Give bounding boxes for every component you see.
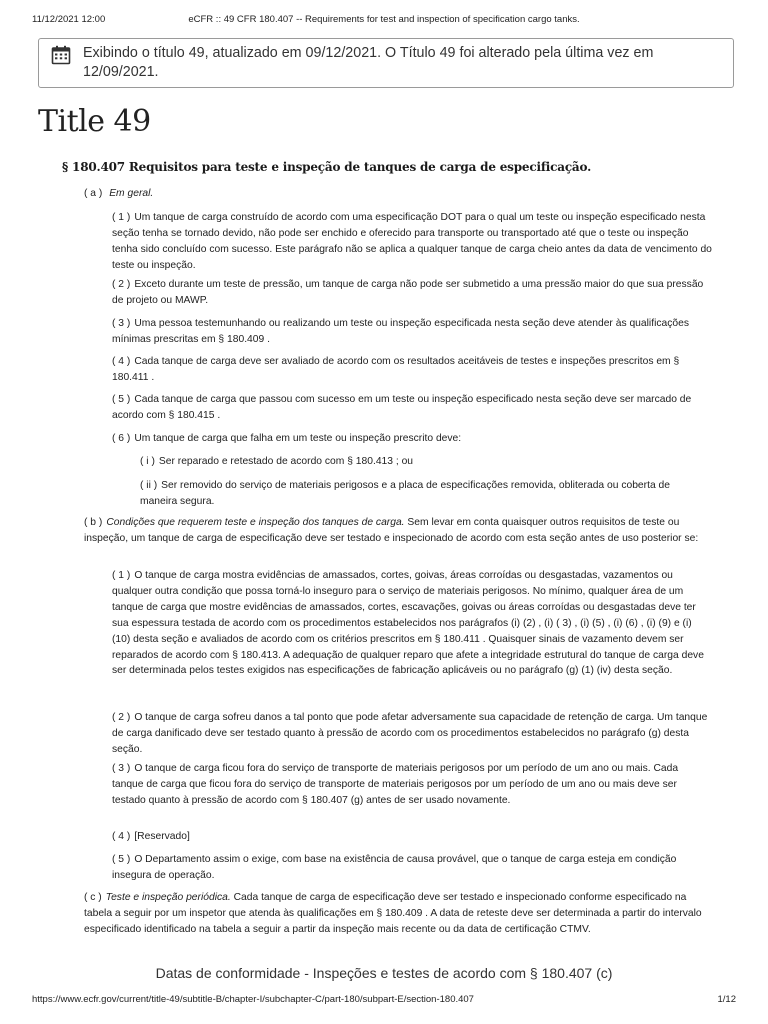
paragraph-a1 <box>112 210 712 274</box>
paragraph-a2 <box>112 277 712 309</box>
paragraph-label: ( 5 ) <box>112 854 131 865</box>
paragraph-text: Ser removido do serviço de materiais perigosos e a placa de especificações removida, obliterada ou coberta de maneira segura. <box>140 480 670 507</box>
paragraph-text: O tanque de carga mostra evidências de amassados, cortes, goivas, áreas corroídas ou desgastadas, vazamentos ou qualquer outra condição que possa torná-lo inseguro para o serviço de materiais perigosos. No mínimo, qualquer área de um tanque de carga que mostre evidências de amassados, cortes, escavações, goivas ou áreas corroídas ou desgastadas deve ter sua espessura testada de acordo com os procedimentos estabelecidos nos parágrafos (i) (2) , (i) ( 3) , (i) (5) , (i) (6) , (i) (9) e (i) (10) desta seção e avaliados de acordo com os critérios prescritos em § 180.411 . Quaisquer sinais de vazamento devem ser reparados de acordo com § 180.413. A adequação de qualquer reparo que afete a integridade estrutural do tanque de carga deve ser determinada pelos testes exigidos nas especificações de fabricação aplicáveis ou no parágrafo (g) (1) (iv) desta seção. <box>112 570 704 677</box>
banner-text: Exibindo o título 49, atualizado em 09/12/2021. O Título 49 foi alterado pela última vez em 12/09/2021. <box>83 45 654 80</box>
paragraph-text: [Reservado] <box>134 831 190 842</box>
paragraph-b2 <box>112 710 712 758</box>
paragraph-text: Uma pessoa testemunhando ou realizando um teste ou inspeção especificada nesta seção deve atender às qualificações mínimas prescritas em § 180.409 . <box>112 318 689 345</box>
paragraph-text: Um tanque de carga construído de acordo com uma especificação DOT para o qual um teste ou inspeção especificado nesta seção tenha se tornado devido, não pode ser enchido e oferecido para transporte ou transportado até que o teste ou inspeção tenha sido concluído com sucesso. Este parágrafo não se aplica a qualquer tanque de carga cheio antes da data de vencimento do teste ou inspeção. <box>112 212 712 271</box>
paragraph-label: ( 3 ) <box>112 763 131 774</box>
paragraph-label: ( 1 ) <box>112 212 131 223</box>
paragraph-label: ( b ) <box>84 517 103 528</box>
paragraph-text: Sem levar em conta quaisquer outros requisitos de teste ou inspeção, um tanque de carga de especificação deve ser testado e inspecionado de acordo com esta seção antes de uso posterior se: <box>84 517 699 544</box>
version-banner <box>38 38 734 88</box>
print-footer <box>32 994 736 1008</box>
paragraph-a5 <box>112 392 712 424</box>
paragraph-label: ( 5 ) <box>112 394 131 405</box>
paragraph-label: ( 2 ) <box>112 279 131 290</box>
paragraph-a6i <box>140 454 710 470</box>
table-caption: Datas de conformidade - Inspeções e testes de acordo com § 180.407 (c) <box>155 965 613 981</box>
paragraph-heading: Em geral. <box>109 188 154 199</box>
source-url: https://www.ecfr.gov/current/title-49/subtitle-B/chapter-I/subchapter-C/part-180/subpart-E/section-180.407 <box>32 994 474 1005</box>
paragraph-label: ( 2 ) <box>112 712 131 723</box>
paragraph-b3 <box>112 761 712 809</box>
paragraph-b5 <box>112 852 712 884</box>
paragraph-heading: Condições que requerem teste e inspeção dos tanques de carga. <box>106 517 405 528</box>
paragraph-label: ( 4 ) <box>112 831 131 842</box>
paragraph-label: ( 3 ) <box>112 318 131 329</box>
paragraph-label: ( i ) <box>140 456 155 467</box>
paragraph-a6ii <box>140 478 710 510</box>
paragraph-heading: Teste e inspeção periódica. <box>105 892 231 903</box>
paragraph-b <box>84 515 714 547</box>
print-header <box>32 14 736 28</box>
page-number: 1/12 <box>717 994 736 1005</box>
paragraph-text: Exceto durante um teste de pressão, um tanque de carga não pode ser submetido a uma pressão maior do que sua pressão de projeto ou MAWP. <box>112 279 704 306</box>
print-doc-title: eCFR :: 49 CFR 180.407 -- Requirements for test and inspection of specification cargo tanks. <box>188 14 580 25</box>
paragraph-text: O tanque de carga ficou fora do serviço de transporte de materiais perigosos por um período de um ano ou mais. Cada tanque de carga que ficou fora do serviço de transporte de materiais perigosos por um período de um ano ou mais deve ser testado quanto à pressão de acordo com § 180.407 (g) antes de ser usado novamente. <box>112 763 679 806</box>
paragraph-a4 <box>112 354 712 386</box>
section-heading: § 180.407 Requisitos para teste e inspeção de tanques de carga de especificação. <box>62 160 592 174</box>
paragraph-c <box>84 890 714 938</box>
page-title: Title 49 <box>38 104 151 139</box>
paragraph-a3 <box>112 316 712 348</box>
paragraph-b4 <box>112 829 712 845</box>
paragraph-text: Um tanque de carga que falha em um teste ou inspeção prescrito deve: <box>134 433 462 444</box>
paragraph-label: ( 4 ) <box>112 356 131 367</box>
paragraph-text: Ser reparado e retestado de acordo com § 180.413 ; ou <box>158 456 414 467</box>
paragraph-text: Cada tanque de carga de especificação deve ser testado e inspecionado conforme especificado na tabela a seguir por um inspetor que atenda às qualificações em § 180.409 . A data de reteste deve ser determinada a partir do intervalo especificado identificado na tabela a seguir a partir da inspeção mais recente ou da data de certificação CTMV. <box>84 892 702 935</box>
paragraph-label: ( 1 ) <box>112 570 131 581</box>
paragraph-text: Cada tanque de carga deve ser avaliado de acordo com os resultados aceitáveis de testes e inspeções prescritos em § 180.411 . <box>112 356 680 383</box>
paragraph-text: Cada tanque de carga que passou com sucesso em um teste ou inspeção especificado nesta seção deve ser marcado de acordo com § 180.415 . <box>112 394 692 421</box>
print-datetime: 11/12/2021 12:00 <box>32 14 106 25</box>
paragraph-text: O Departamento assim o exige, com base na existência de causa provável, que o tanque de carga esteja em condição insegura de operação. <box>112 854 677 881</box>
paragraph-text: O tanque de carga sofreu danos a tal ponto que pode afetar adversamente sua capacidade de retenção de carga. Um tanque de carga danificado deve ser testado quanto à pressão de acordo com os procedimentos estabelecidos no parágrafo (g) desta seção. <box>112 712 708 755</box>
paragraph-label: ( ii ) <box>140 480 158 491</box>
calendar-icon <box>51 45 71 65</box>
paragraph-a <box>84 186 153 202</box>
paragraph-label: ( a ) <box>84 188 103 199</box>
paragraph-a6 <box>112 431 712 447</box>
paragraph-label: ( 6 ) <box>112 433 131 444</box>
paragraph-b1 <box>112 568 712 679</box>
paragraph-label: ( c ) <box>84 892 102 903</box>
